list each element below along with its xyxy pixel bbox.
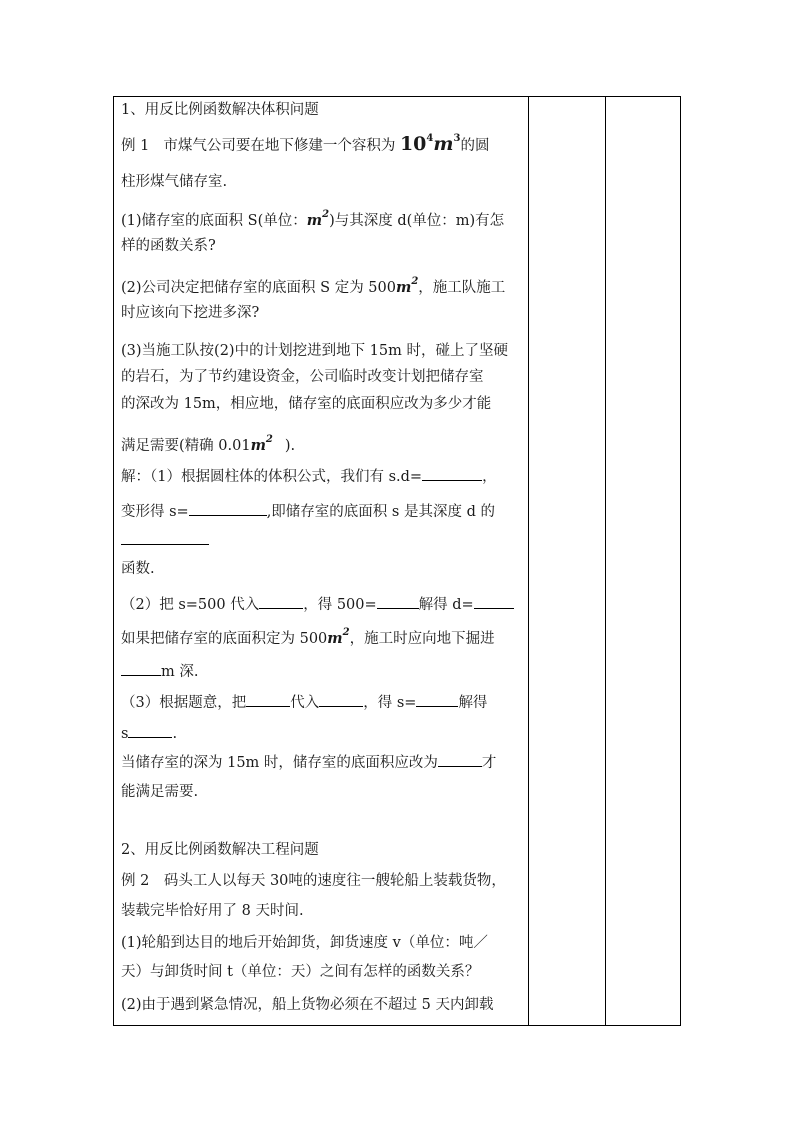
solution-1-line-1: 解：（1）根据圆柱体的体积公式，我们有 s.d= ， <box>121 466 497 487</box>
solution-1-line-4: 函数. <box>121 561 155 577</box>
example-2-question-2-line-1: (2)由于遇到紧急情况，船上货物必须在不超过 5 天内卸载 <box>121 997 494 1013</box>
column-divider <box>605 97 606 1025</box>
answer-blank[interactable] <box>422 466 482 481</box>
answer-blank[interactable] <box>319 692 363 707</box>
solution-3-line-3: 当储存室的深为 15m 时，储存室的底面积应改为 才 <box>121 752 496 773</box>
column-divider <box>528 97 529 1025</box>
solution-3-line-2: s . <box>121 723 177 744</box>
solution-3-line-4: 能满足需要. <box>121 784 199 800</box>
solution-2-line-3: m 深. <box>121 661 198 682</box>
answer-blank[interactable] <box>246 692 290 707</box>
solution-2-line-1: （2）把 s=500 代入 ，得 500= 解得 d= <box>121 594 514 615</box>
answer-blank[interactable] <box>377 594 419 609</box>
question-3-line-4: 满足需要(精确 $0.01m^2$ ). <box>121 434 296 454</box>
question-1-line-2: 样的函数关系? <box>121 238 216 254</box>
example-2-line-1: 例 2 码头工人以每天 30吨的速度往一艘轮船上装载货物， <box>121 873 506 889</box>
answer-blank[interactable] <box>416 692 458 707</box>
solution-1-line-3 <box>121 530 209 551</box>
answer-blank[interactable] <box>128 723 172 738</box>
section-2-title: 2、用反比例函数解决工程问题 <box>121 842 319 858</box>
question-2-line-1: (2)公司决定把储存室的底面积 S 定为 $500m^2$，施工队施工 <box>121 276 506 296</box>
volume-expression: $10^4m^3$ <box>399 132 461 155</box>
example-2-question-1-line-2: 天）与卸货时间 t（单位：天）之间有怎样的函数关系？ <box>121 964 480 980</box>
question-3-line-1: (3)当施工队按(2)中的计划挖进到地下 15m 时，碰上了坚硬 <box>121 343 508 359</box>
answer-blank[interactable] <box>121 530 209 545</box>
answer-blank[interactable] <box>259 594 303 609</box>
worksheet-table <box>113 96 681 1026</box>
solution-1-line-2: 变形得 s= ,即储存室的底面积 s 是其深度 d 的 <box>121 501 495 522</box>
section-1-title: 1、用反比例函数解决体积问题 <box>121 102 319 118</box>
question-3-line-3: 的深改为 15m，相应地，储存室的底面积应改为多少才能 <box>121 396 492 412</box>
example-2-question-1-line-1: (1)轮船到达目的地后开始卸货，卸货速度 v（单位：吨／ <box>121 935 488 951</box>
solution-3-line-1: （3）根据题意，把 代入 ，得 s= 解得 <box>121 692 487 713</box>
answer-blank[interactable] <box>474 594 514 609</box>
question-1-line-1: (1)储存室的底面积 S(单位：$m^2$)与其深度 d(单位：m)有怎 <box>121 209 505 229</box>
answer-blank[interactable] <box>121 661 161 676</box>
question-3-line-2: 的岩石，为了节约建设资金，公司临时改变计划把储存室 <box>121 369 484 385</box>
example-1-line-2: 柱形煤气储存室. <box>121 174 228 190</box>
example-2-line-2: 装载完毕恰好用了 8 天时间. <box>121 903 304 919</box>
answer-blank[interactable] <box>438 752 482 767</box>
answer-blank[interactable] <box>189 501 267 516</box>
example-1-line-1: 例 1 市煤气公司要在地下修建一个容积为 $10^4m^3$的圆 <box>121 132 490 155</box>
question-2-line-2: 时应该向下挖进多深? <box>121 305 260 321</box>
solution-2-line-2: 如果把储存室的底面积定为 $500m^2$，施工时应向地下掘进 <box>121 627 495 647</box>
